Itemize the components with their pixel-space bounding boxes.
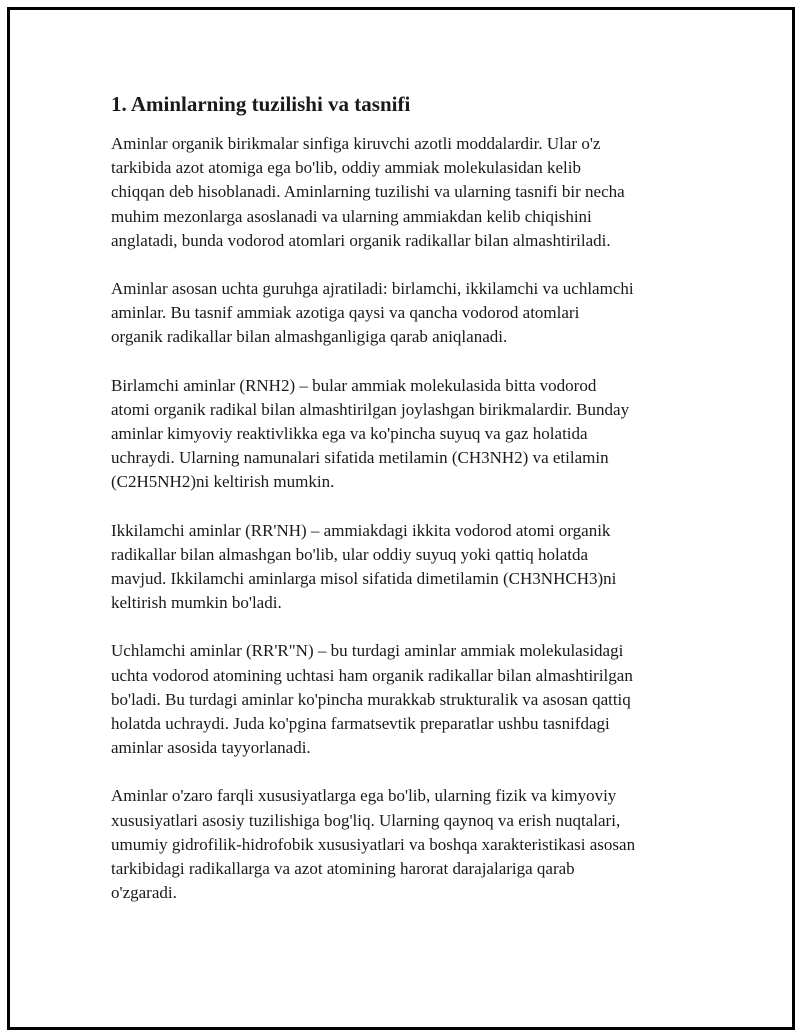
paragraph-intro: Aminlar organik birikmalar sinfiga kiruvchi azotli moddalardir. Ular o'z tarkibida azot atomiga ega bo'lib, oddiy ammiak molekulasidan kelib chiqqan deb hisoblanadi. Aminlarning tuzilishi va ularning tasnifi bir necha muhim mezonlarga asoslanadi va ularning ammiakdan kelib chiqishini anglatadi, bunda vodorod atomlari organik radikallar bilan almashtiriladi. <box>111 134 625 250</box>
paragraph-secondary-amines: Ikkilamchi aminlar (RR'NH) – ammiakdagi ikkita vodorod atomi organik radikallar bilan almashgan bo'lib, ular oddiy suyuq yoki qattiq holatda mavjud. Ikkilamchi aminlarga misol sifatida dimetilamin (CH3NHCH3)ni keltirish mumkin bo'ladi. <box>111 520 617 613</box>
section-heading: 1. Aminlarning tuzilishi va tasnifi <box>111 92 411 116</box>
paragraph-tertiary-amines: Uchlamchi aminlar (RR'R"N) – bu turdagi aminlar ammiak molekulasidagi uchta vodorod atomining uchtasi ham organik radikallar bilan almashtirilgan bo'ladi. Bu turdagi aminlar ko'pincha murakkab strukturalik va asosan qattiq holatda uchraydi. Juda ko'pgina farmatsevtik preparatlar ushbu tasnifdagi aminlar asosida tayyorlanadi. <box>111 641 633 758</box>
paragraph-properties: Aminlar o'zaro farqli xususiyatlarga ega bo'lib, ularning fizik va kimyoviy xususiyatlari asosiy tuzilishiga bog'liq. Ularning qaynoq va erish nuqtalari, umumiy gidrofilik-hidrofobik xususiyatlari va boshqa xarakteristikasi asosan tarkibidagi radikallarga va azot atomining harorat darajalariga qarab o'zgaradi. <box>111 786 636 903</box>
paragraph-primary-amines: Birlamchi aminlar (RNH2) – bular ammiak molekulasida bitta vodorod atomi organik radikal bilan almashtirilgan joylashgan birikmalardir. Bunday aminlar kimyoviy reaktivlikka ega va ko'pincha suyuq va gaz holatida uchraydi. Ularning namunalari sifatida metilamin (CH3NH2) va etilamin (C2H5NH2)ni keltirish mumkin. <box>111 375 630 492</box>
document-body <box>111 91 691 929</box>
paragraph-classification: Aminlar asosan uchta guruhga ajratiladi: birlamchi, ikkilamchi va uchlamchi aminlar. Bu tasnif ammiak azotiga qaysi va qancha vodorod atomlari organik radikallar bilan almashganligiga qarab aniqlanadi. <box>111 279 634 347</box>
